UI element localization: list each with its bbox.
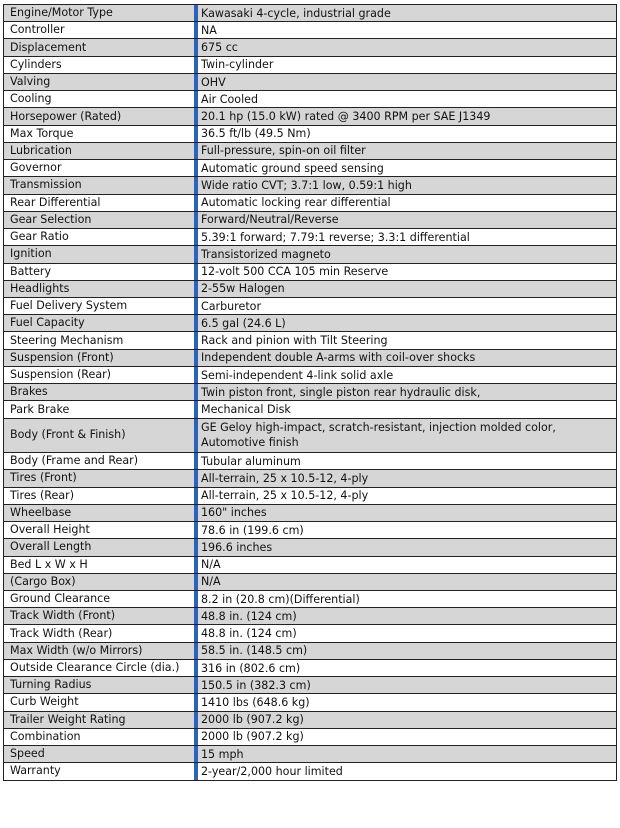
spec-row [4,5,616,22]
spec-label: Displacement [10,40,87,54]
spec-label: Tires (Front) [10,471,77,485]
spec-label: Gear Selection [10,212,92,226]
spec-value: OHV [201,75,226,89]
spec-value: Full-pressure, spin-on oil filter [201,144,366,158]
spec-label: Speed [10,747,45,761]
spec-value: Carburetor [201,299,262,313]
spec-row [4,470,616,487]
spec-label: Wheelbase [10,505,72,519]
spec-value: 196.6 inches [201,540,273,554]
spec-row [4,22,616,39]
spec-row [4,126,616,143]
spec-table [3,4,617,781]
spec-label: Transmission [10,178,82,192]
spec-value: 15 mph [201,747,244,761]
spec-row [4,332,616,349]
spec-row [4,401,616,418]
spec-value: All-terrain, 25 x 10.5-12, 4-ply [201,489,369,503]
spec-row [4,763,616,780]
spec-value: Kawasaki 4-cycle, industrial grade [201,6,391,20]
spec-row [4,195,616,212]
spec-row [4,384,616,401]
spec-value: 1410 lbs (648.6 kg) [201,695,310,709]
spec-label: Engine/Motor Type [10,6,113,20]
spec-label: Suspension (Front) [10,350,114,364]
spec-label: Gear Ratio [10,230,69,244]
spec-value: N/A [201,558,221,572]
spec-label: Governor [10,161,62,175]
spec-label: Overall Height [10,523,90,537]
spec-value: 150.5 in (382.3 cm) [201,678,311,692]
spec-label: Brakes [10,385,48,399]
spec-row [4,712,616,729]
spec-label: Battery [10,264,52,278]
spec-value: 20.1 hp (15.0 kW) rated @ 3400 RPM per SAE J1349 [201,110,491,124]
spec-value: 2-55w Halogen [201,282,285,296]
spec-value: 160" inches [201,506,267,520]
spec-label: Outside Clearance Circle (dia.) [10,661,180,675]
spec-label: Lubrication [10,143,72,157]
spec-value: 36.5 ft/lb (49.5 Nm) [201,127,311,141]
spec-value: 8.2 in (20.8 cm)(Differential) [201,592,360,606]
spec-label: Max Torque [10,126,74,140]
spec-row [4,488,616,505]
spec-row [4,281,616,298]
spec-value: All-terrain, 25 x 10.5-12, 4-ply [201,471,369,485]
spec-label: Track Width (Rear) [10,626,113,640]
spec-row [4,350,616,367]
spec-label: Ignition [10,247,52,261]
spec-value: Twin piston front, single piston rear hydraulic disk, [201,385,481,399]
spec-label: Controller [10,23,65,37]
spec-label: Horsepower (Rated) [10,109,122,123]
spec-value: 58.5 in. (148.5 cm) [201,644,308,658]
spec-row [4,39,616,56]
spec-value: Rack and pinion with Tilt Steering [201,334,388,348]
spec-label: Tires (Rear) [10,488,75,502]
spec-label: Warranty [10,764,61,778]
spec-value: Independent double A-arms with coil-over shocks [201,351,476,365]
spec-row [4,643,616,660]
spec-label: Ground Clearance [10,592,111,606]
spec-row [4,108,616,125]
spec-value: GE Geloy high-impact, scratch-resistant, injection molded color, Automotive finish [201,421,556,450]
spec-value: Automatic ground speed sensing [201,161,384,175]
spec-label: Body (Frame and Rear) [10,454,139,468]
spec-label: Steering Mechanism [10,333,124,347]
spec-row [4,57,616,74]
spec-value: Automatic locking rear differential [201,196,391,210]
spec-row [4,591,616,608]
spec-row [4,177,616,194]
spec-row [4,315,616,332]
spec-label: Rear Differential [10,195,101,209]
spec-row [4,74,616,91]
spec-label: Cooling [10,92,52,106]
spec-value: 6.5 gal (24.6 L) [201,316,286,330]
spec-label: Max Width (w/o Mirrors) [10,643,143,657]
spec-row [4,539,616,556]
spec-value: Tubular aluminum [201,454,301,468]
spec-value: Twin-cylinder [201,58,274,72]
spec-value: Wide ratio CVT; 3.7:1 low, 0.59:1 high [201,178,412,192]
spec-label: Fuel Delivery System [10,299,128,313]
spec-value: 48.8 in. (124 cm) [201,609,297,623]
spec-row [4,264,616,281]
spec-label: Track Width (Front) [10,609,116,623]
spec-label: Fuel Capacity [10,316,85,330]
spec-label: Bed L x W x H [10,557,88,571]
spec-value: 78.6 in (199.6 cm) [201,523,304,537]
spec-row [4,746,616,763]
spec-row [4,160,616,177]
spec-label: Curb Weight [10,695,79,709]
spec-value: 5.39:1 forward; 7.79:1 reverse; 3.3:1 differential [201,230,470,244]
spec-row [4,660,616,677]
spec-row [4,367,616,384]
spec-value: 2000 lb (907.2 kg) [201,730,304,744]
spec-row [4,246,616,263]
spec-row [4,212,616,229]
spec-label: Overall Length [10,540,92,554]
spec-row [4,574,616,591]
spec-label: Headlights [10,281,70,295]
spec-row [4,625,616,642]
spec-row [4,694,616,711]
spec-row [4,298,616,315]
spec-label: Combination [10,729,81,743]
spec-value: 12-volt 500 CCA 105 min Reserve [201,265,389,279]
spec-row [4,522,616,539]
spec-label: Turning Radius [10,678,92,692]
spec-label: (Cargo Box) [10,574,76,588]
spec-row [4,677,616,694]
spec-label: Suspension (Rear) [10,368,112,382]
spec-row [4,229,616,246]
spec-value: NA [201,23,217,37]
spec-value: 675 cc [201,41,238,55]
spec-value: 2000 lb (907.2 kg) [201,713,304,727]
spec-row [4,453,616,470]
spec-value: Transistorized magneto [201,247,331,261]
spec-row [4,608,616,625]
spec-value: 2-year/2,000 hour limited [201,764,343,778]
spec-label: Trailer Weight Rating [10,712,126,726]
spec-label: Body (Front & Finish) [10,428,126,442]
spec-row [4,729,616,746]
spec-label: Park Brake [10,402,70,416]
spec-value: 48.8 in. (124 cm) [201,627,297,641]
spec-value: Air Cooled [201,92,259,106]
spec-label: Cylinders [10,57,62,71]
spec-value: Semi-independent 4-link solid axle [201,368,394,382]
spec-row [4,91,616,108]
spec-value: Forward/Neutral/Reverse [201,213,339,227]
spec-label: Valving [10,75,51,89]
spec-row [4,505,616,522]
spec-value: 316 in (802.6 cm) [201,661,301,675]
spec-value: Mechanical Disk [201,403,291,416]
spec-row [4,143,616,160]
spec-row [4,419,616,453]
spec-value: N/A [201,575,221,589]
spec-row [4,557,616,574]
